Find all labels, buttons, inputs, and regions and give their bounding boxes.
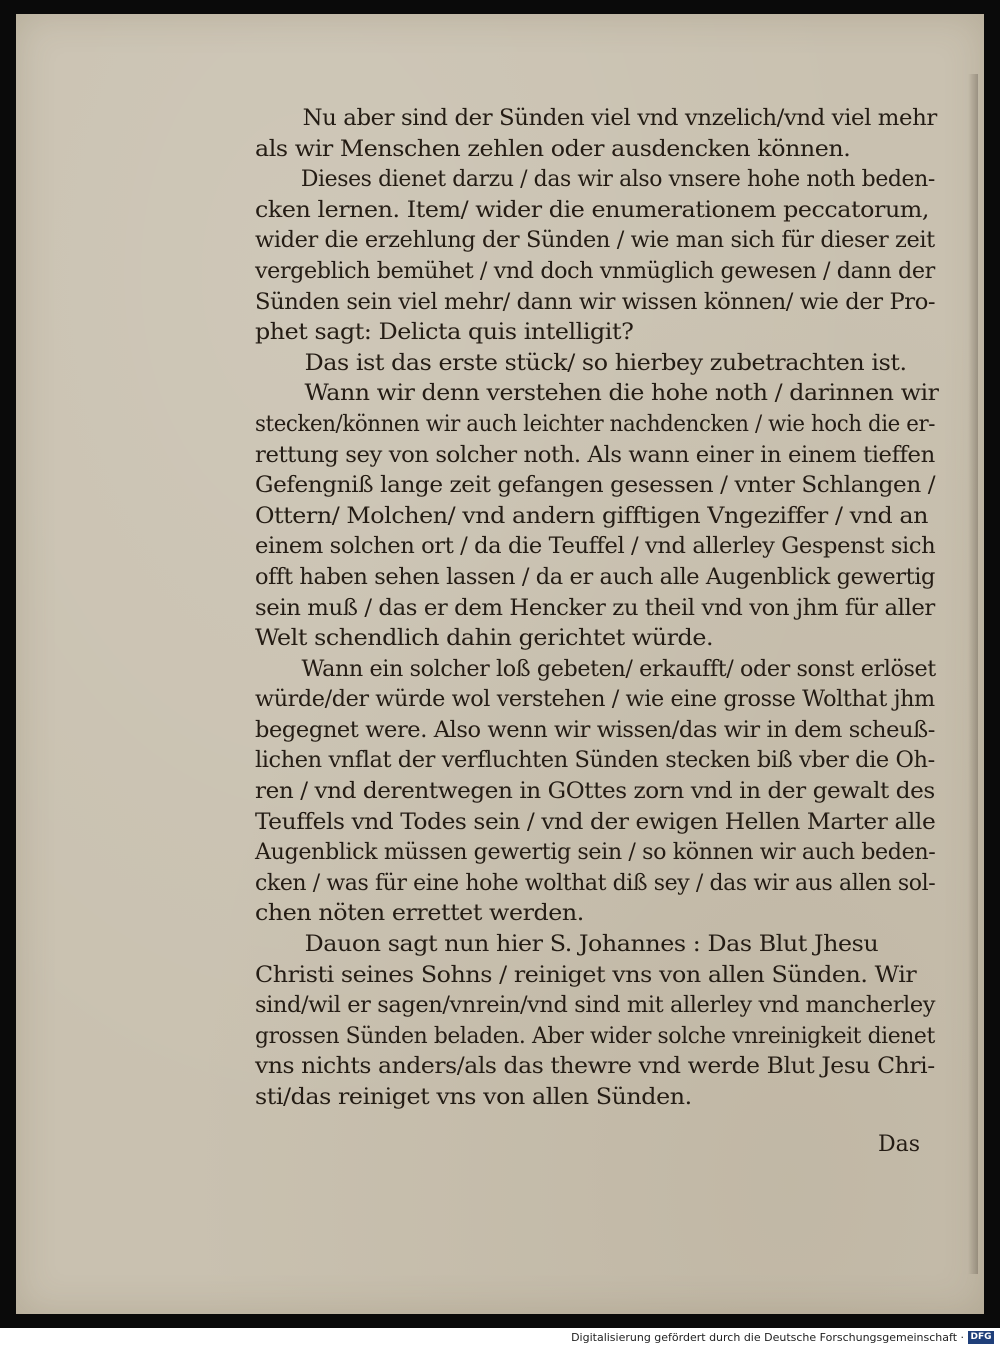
text-line: Christi seines Sohns / reiniget vns von allen Sünden. Wir: [255, 962, 917, 988]
text-line: wider die erzehlung der Sünden / wie man sich für dieser zeit: [255, 228, 935, 254]
text-line: würde/der würde wol verstehen / wie eine grosse Wolthat jhm: [255, 687, 935, 713]
text-line: lichen vnflat der verfluchten Sünden stecken biß vber die Oh-: [255, 748, 935, 774]
text-line: Wann wir denn verstehen die hohe noth / darinnen wir: [304, 381, 939, 407]
catchword: Das: [878, 1132, 921, 1157]
text-line: als wir Menschen zehlen oder ausdencken können.: [255, 136, 851, 162]
text-line: vns nichts anders/als das thewre vnd werde Blut Jesu Chri-: [255, 1054, 935, 1080]
text-line: cken / was für eine hohe wolthat diß sey / das wir aus allen sol-: [255, 870, 936, 896]
text-line: Gefengniß lange zeit gefangen gesessen / vnter Schlangen /: [255, 473, 936, 499]
text-line: Sünden sein viel mehr/ dann wir wissen können/ wie der Pro-: [255, 289, 936, 315]
text-line: einem solchen ort / da die Teuffel / vnd allerley Gespenst sich: [255, 534, 936, 560]
text-line: ren / vnd derentwegen in GOttes zorn vnd in der gewalt des: [255, 779, 935, 805]
text-line: Welt schendlich dahin gerichtet würde.: [255, 626, 714, 652]
text-line: grossen Sünden beladen. Aber wider solche vnreinigkeit dienet: [255, 1023, 935, 1049]
text-line: Nu aber sind der Sünden viel vnd vnzelich/vnd viel mehr: [302, 106, 937, 131]
text-line: cken lernen. Item/ wider die enumerationem peccatorum,: [255, 197, 930, 223]
text-line: sein muß / das er dem Hencker zu theil vnd von jhm für aller: [255, 595, 935, 621]
text-line: phet sagt: Delicta quis intelligit?: [255, 320, 634, 346]
text-line: Teuffels vnd Todes sein / vnd der ewigen Hellen Marter alle: [255, 809, 936, 835]
footer-credit-text: Digitalisierung gefördert durch die Deutsche Forschungsgemeinschaft ·: [571, 1331, 964, 1344]
text-line: offt haben sehen lassen / da er auch alle Augenblick gewertig: [255, 564, 936, 590]
text-line: vergeblich bemühet / vnd doch vnmüglich gewesen / dann der: [255, 258, 935, 284]
digitization-footer: [0, 1328, 1000, 1348]
text-line: chen nöten errettet werden.: [255, 901, 584, 927]
text-line: Dauon sagt nun hier S. Johannes : Das Blut Jhesu: [304, 932, 879, 958]
dfg-logo-icon: DFG: [968, 1331, 994, 1344]
text-line: sti/das reiniget vns von allen Sünden.: [255, 1085, 692, 1110]
text-line: rettung sey von solcher noth. Als wann einer in einem tieffen: [255, 442, 935, 468]
text-line: Dieses dienet darzu / das wir also vnsere hohe noth beden-: [300, 167, 935, 193]
page-text-block: [255, 104, 939, 1114]
text-line: begegnet were. Also wenn wir wissen/das wir in dem scheuß-: [255, 717, 935, 743]
text-line: sind/wil er sagen/vnrein/vnd sind mit allerley vnd mancherley: [255, 993, 936, 1019]
text-line: Wann ein solcher loß gebeten/ erkaufft/ oder sonst erlöset: [301, 656, 936, 682]
text-line: Augenblick müssen gewertig sein / so können wir auch beden-: [255, 840, 936, 866]
text-line: stecken/können wir auch leichter nachdencken / wie hoch die er-: [255, 411, 936, 437]
text-line: Das ist das erste stück/ so hierbey zubetrachten ist.: [304, 350, 907, 376]
text-line: Ottern/ Molchen/ vnd andern gifftigen Vngeziffer / vnd an: [255, 503, 929, 529]
